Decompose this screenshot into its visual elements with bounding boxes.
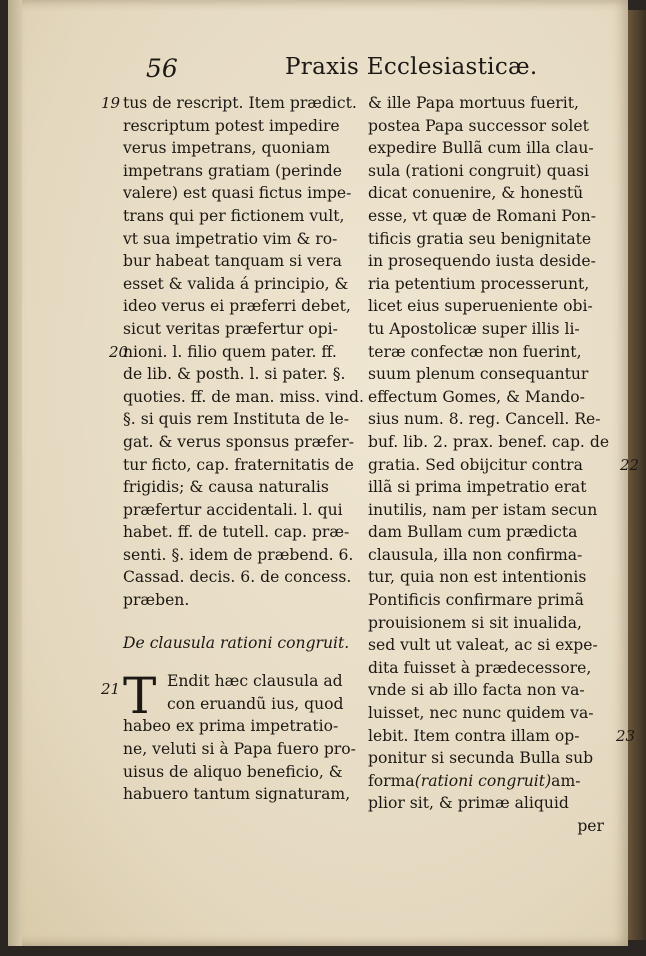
text-line: luisset, nec nunc quidem va- xyxy=(368,704,594,723)
text-line: impetrans gratiam (perinde xyxy=(123,161,343,180)
text-line: prouisionem si sit inualida, xyxy=(368,613,582,632)
text-line: gratia. Sed obijcitur contra 22 xyxy=(368,454,608,477)
page-gutter xyxy=(8,0,22,946)
text-line: tur ficto, cap. fraternitatis de xyxy=(123,455,354,474)
text-line: frigidis; & causa naturalis xyxy=(123,478,329,497)
text-line: præfertur accidentali. l. qui xyxy=(123,500,343,519)
text-line: effectum Gomes, & Mando- xyxy=(368,387,585,406)
text-line: verus impetrans, quoniam xyxy=(123,139,330,158)
text-line: habeo ex prima impetratio- xyxy=(123,717,339,736)
book-page xyxy=(8,0,640,946)
text-line: dita fuisset à prædecessore, xyxy=(368,658,592,677)
margin-number-22: 22 xyxy=(620,455,640,474)
text-line: Pontificis confirmare primã xyxy=(368,591,584,610)
text-line: gat. & verus sponsus præfer- xyxy=(123,432,355,451)
text-line: lebit. Item contra illam op- 23 xyxy=(368,725,608,748)
text-line: Cassad. decis. 6. de concess. xyxy=(123,568,352,587)
text-line: sicut veritas præfertur opi- xyxy=(123,319,338,338)
text-line: illã si prima impetratio erat xyxy=(368,478,587,497)
margin-number-20: 20 xyxy=(109,342,129,361)
section-heading: De clausula rationi congruit. xyxy=(123,633,350,652)
margin-number-19: 19 xyxy=(101,94,121,112)
text-line: præben. xyxy=(123,591,190,610)
text-line: de lib. & posth. l. si pater. §. xyxy=(123,365,346,384)
text-line: buf. lib. 2. prax. benef. cap. de xyxy=(368,432,610,451)
text-line: trans qui per fictionem vult, xyxy=(123,206,345,225)
text-line: uisus de aliquo beneficio, & xyxy=(123,762,343,781)
text-line: ideo verus ei præferri debet, xyxy=(123,297,351,316)
text-line: senti. §. idem de præbend. 6. xyxy=(123,545,354,564)
text-line: licet eius superueniente obi- xyxy=(368,297,593,316)
text-line: tu Apostolicæ super illis li- xyxy=(368,319,580,338)
text-line: Endit hæc clausula ad xyxy=(167,672,343,691)
italic-clause: (rationi congruit) xyxy=(414,771,552,790)
text-line: bur habeat tanquam si vera xyxy=(123,252,342,271)
text-line: con eruandũ ius, quod xyxy=(167,694,344,713)
text-line: §. si quis rem Instituta de le- xyxy=(123,410,349,429)
right-column xyxy=(368,92,640,838)
text-line: sed vult ut valeat, ac si expe- xyxy=(368,636,598,655)
text-line: & ille Papa mortuus fuerit, xyxy=(368,94,579,112)
catchword: per xyxy=(577,817,604,835)
text-line: esse, vt quæ de Romani Pon- xyxy=(368,206,596,225)
text-line: ria petentium processerunt, xyxy=(368,274,590,293)
page-header xyxy=(8,54,628,88)
text-line: dicat conuenire, & honestũ xyxy=(368,184,584,203)
text-line: habuero tantum signaturam, xyxy=(123,785,351,804)
text-line: ponitur si secunda Bulla sub xyxy=(368,749,594,768)
text-line: sius num. 8. reg. Cancell. Re- xyxy=(368,410,601,429)
text-line: postea Papa successor solet xyxy=(368,116,589,135)
text-line: clausula, illa non confirma- xyxy=(368,545,583,564)
text-line: sula (rationi congruit) quasi xyxy=(368,161,590,180)
text-line: 20 nioni. l. filio quem pater. ff. xyxy=(123,341,361,364)
text-line: tificis gratia seu benignitate xyxy=(368,229,592,248)
text-line: suum plenum consequantur xyxy=(368,365,589,384)
text-line: dam Bullam cum prædicta xyxy=(368,523,578,542)
margin-number-21: 21 xyxy=(101,680,121,699)
text-line: forma(rationi congruit)am- xyxy=(368,771,581,790)
running-title: Praxis Ecclesiasticæ. xyxy=(285,54,538,80)
left-paragraph-1 xyxy=(101,92,364,612)
text-line: rescriptum potest impedire xyxy=(123,116,340,135)
text-line: ne, veluti si à Papa fuero pro- xyxy=(123,740,356,759)
text-line: quoties. ff. de man. miss. vind. xyxy=(123,387,364,406)
text-line: valere) est quasi fictus impe- xyxy=(123,184,352,203)
left-paragraph-2 xyxy=(101,667,361,806)
text-line: esset & valida á principio, & xyxy=(123,274,349,293)
text-line: expedire Bullã cum illa clau- xyxy=(368,139,594,158)
text-line: habet. ff. de tutell. cap. præ- xyxy=(123,523,350,542)
margin-number-23: 23 xyxy=(616,726,636,745)
text-line: 19 tus de rescript. Item prædict. xyxy=(123,92,361,115)
text-line: plior sit, & primæ aliquid xyxy=(368,794,569,813)
text-line: teræ confectæ non fuerint, xyxy=(368,342,582,361)
left-column xyxy=(101,92,364,806)
text-line: vnde si ab illo facta non va- xyxy=(368,681,585,700)
page-number: 56 xyxy=(146,54,178,83)
drop-capital: T xyxy=(123,667,157,726)
text-line: inutilis, nam per istam secun xyxy=(368,500,598,519)
text-line: in prosequendo iusta deside- xyxy=(368,252,596,271)
text-line: tur, quia non est intentionis xyxy=(368,568,587,587)
text-line: vt sua impetratio vim & ro- xyxy=(123,229,338,248)
